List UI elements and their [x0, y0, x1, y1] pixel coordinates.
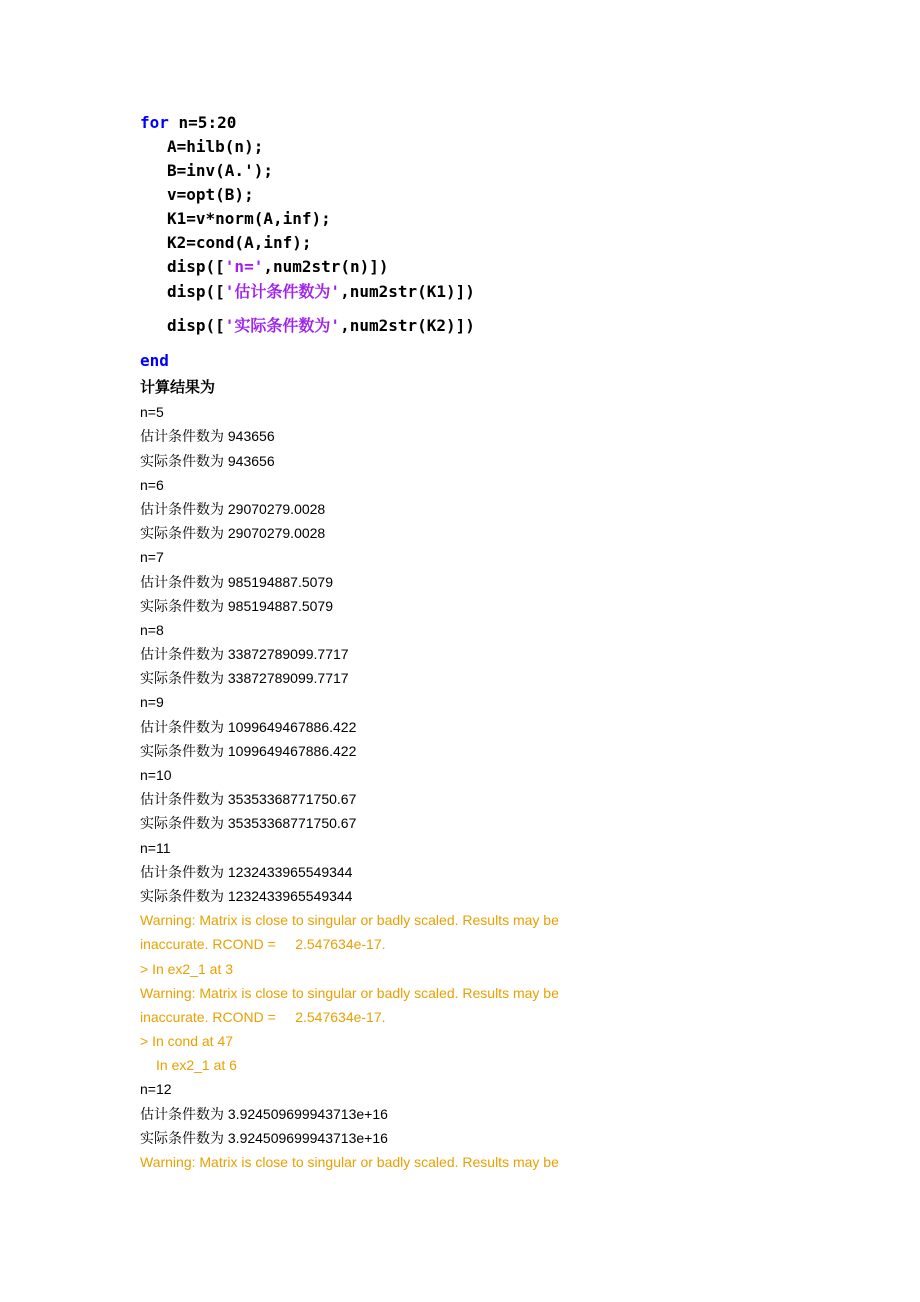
output-line: n=5 [140, 404, 164, 421]
code-line-end [140, 349, 475, 373]
output-heading: 计算结果为 [140, 379, 216, 396]
code-line-disp-k1 [140, 279, 475, 316]
code-line-disp-n [140, 255, 475, 279]
output-line: 实际条件数为 1232433965549344 [140, 887, 353, 904]
code-token: ,num2str(K2)]) [340, 316, 475, 335]
warning-line: inaccurate. RCOND = 2.547634e-17. [140, 1008, 386, 1025]
keyword-end: end [140, 351, 169, 370]
code-line-disp-k2 [140, 316, 475, 349]
output-line: 实际条件数为 33872789099.7717 [140, 670, 349, 687]
output-line: n=11 [140, 839, 171, 856]
warning-line: > In ex2_1 at 3 [140, 960, 234, 977]
code-token: disp([ [167, 282, 225, 301]
output-block [140, 376, 559, 1174]
code-line: K1=v*norm(A,inf); [167, 209, 331, 228]
output-line: 估计条件数为 35353368771750.67 [140, 791, 357, 808]
output-lines [140, 400, 559, 1174]
output-line: 实际条件数为 29070279.0028 [140, 525, 326, 542]
code-line: B=inv(A.'); [167, 161, 273, 180]
output-line: 实际条件数为 985194887.5079 [140, 597, 333, 614]
output-line: n=8 [140, 621, 164, 638]
string-literal: '实际条件数为' [224, 316, 341, 335]
output-line: 估计条件数为 1232433965549344 [140, 863, 353, 880]
output-line: 估计条件数为 33872789099.7717 [140, 646, 349, 663]
code-block [140, 111, 475, 373]
keyword-for: for [140, 113, 169, 132]
warning-line: In ex2_1 at 6 [156, 1057, 237, 1074]
code-token: ,num2str(n)]) [263, 257, 389, 276]
warning-line: inaccurate. RCOND = 2.547634e-17. [140, 936, 386, 953]
output-line: n=12 [140, 1081, 172, 1098]
string-literal: '估计条件数为' [224, 282, 341, 301]
for-range: n=5:20 [168, 113, 237, 132]
output-line: n=10 [140, 767, 172, 783]
code-line: A=hilb(n); [167, 137, 264, 156]
output-line: n=9 [140, 694, 164, 711]
output-line: 估计条件数为 1099649467886.422 [140, 718, 357, 735]
output-line: 估计条件数为 3.924509699943713e+16 [140, 1105, 388, 1122]
output-line: 估计条件数为 29070279.0028 [140, 500, 326, 517]
code-line-for [140, 111, 475, 135]
warning-line: Warning: Matrix is close to singular or badly scaled. Results may be [140, 912, 559, 929]
output-line: 实际条件数为 1099649467886.422 [140, 742, 357, 759]
output-line: 估计条件数为 985194887.5079 [140, 573, 333, 590]
code-token: disp([ [167, 257, 225, 276]
warning-line: > In cond at 47 [140, 1033, 234, 1050]
string-literal: 'n=' [224, 257, 264, 276]
warning-line: Warning: Matrix is close to singular or badly scaled. Results may be [140, 984, 559, 1001]
warning-line: Warning: Matrix is close to singular or badly scaled. Results may be [140, 1154, 559, 1170]
code-token: disp([ [167, 316, 225, 335]
output-line: 实际条件数为 3.924509699943713e+16 [140, 1129, 388, 1146]
code-line: K2=cond(A,inf); [167, 233, 312, 252]
output-line: 实际条件数为 943656 [140, 452, 275, 469]
output-line: n=6 [140, 476, 164, 493]
output-line: n=7 [140, 549, 164, 566]
output-line: 估计条件数为 943656 [140, 428, 275, 445]
code-line: v=opt(B); [167, 185, 254, 204]
code-token: ,num2str(K1)]) [340, 282, 475, 301]
output-line: 实际条件数为 35353368771750.67 [140, 815, 357, 832]
